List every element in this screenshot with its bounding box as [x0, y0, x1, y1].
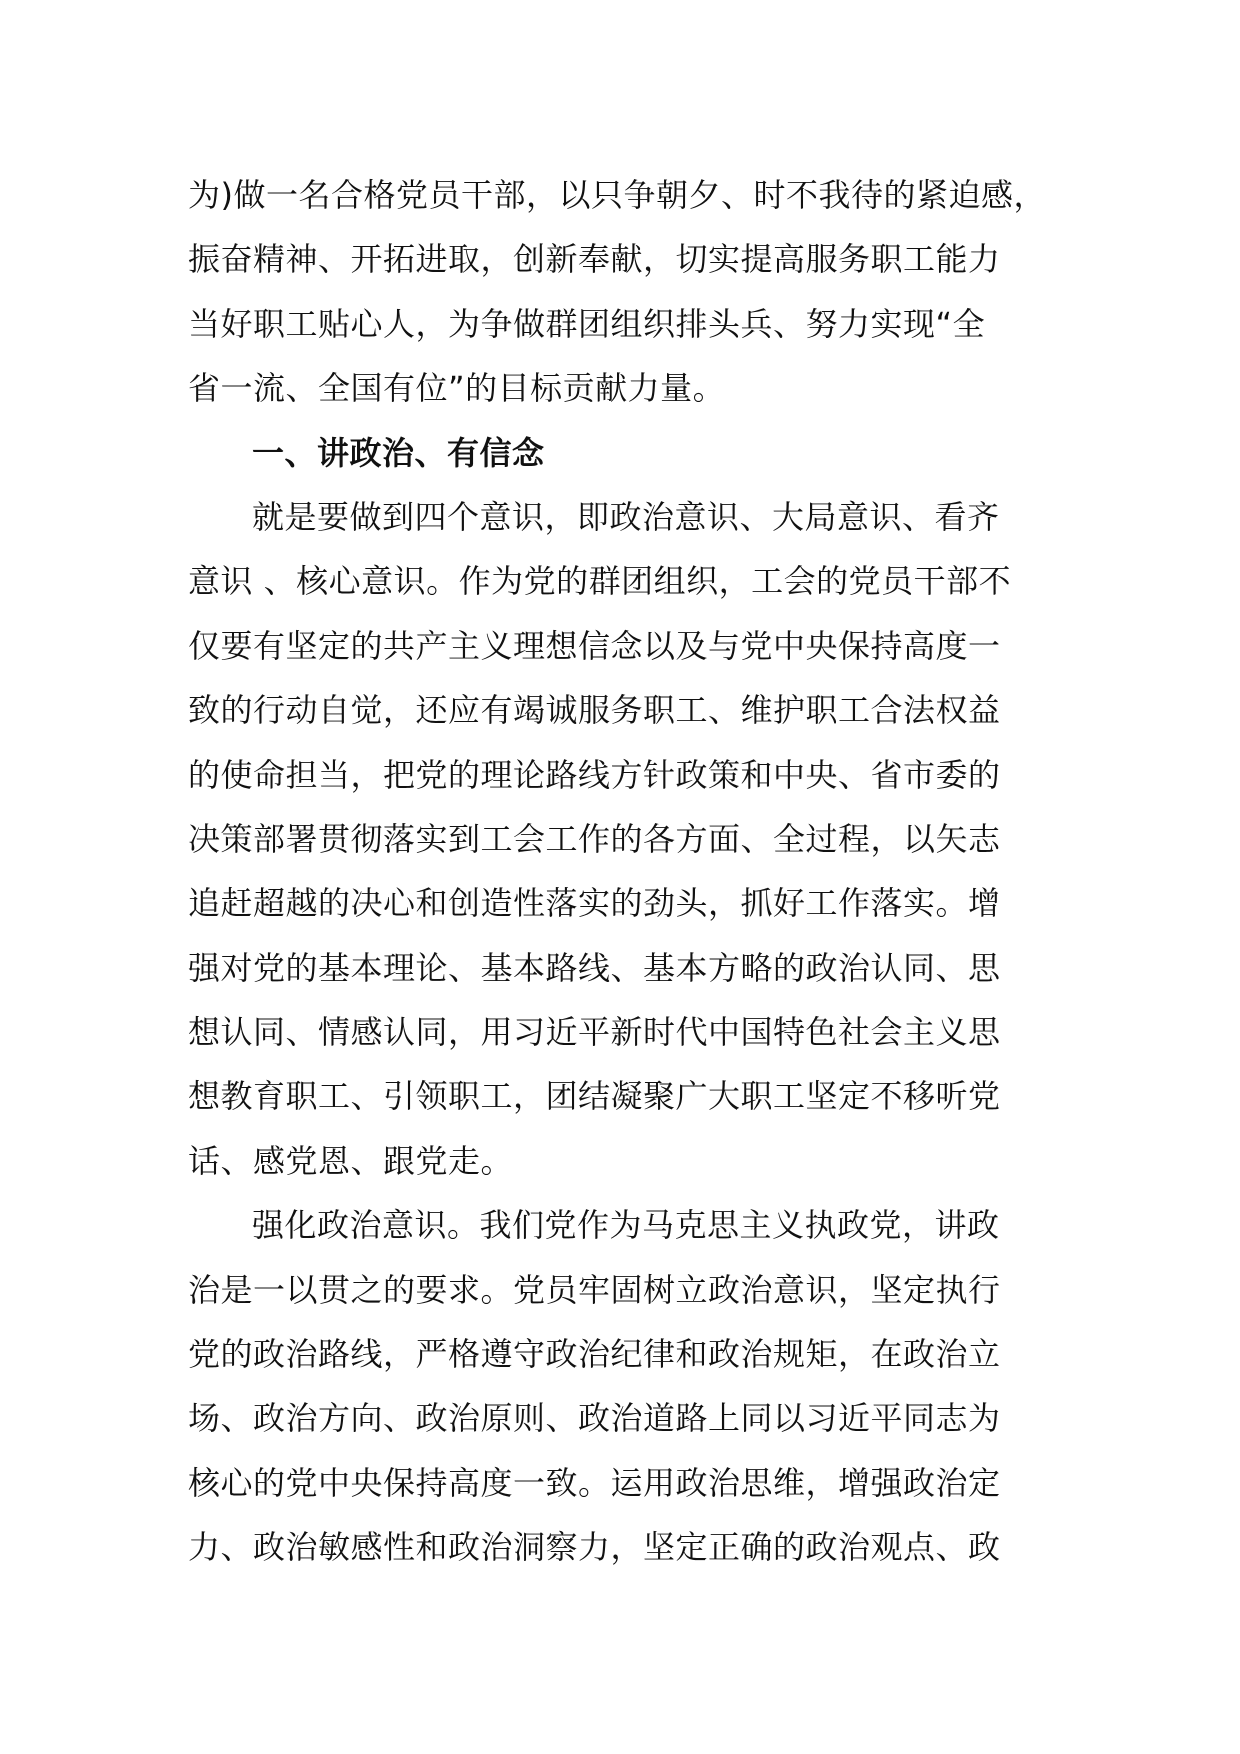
- text-line: 治是一以贯之的要求。党员牢固树立政治意识，坚定执行: [188, 1270, 1001, 1309]
- text-line: 意识 、核心意识。作为党的群团组织，工会的党员干部不: [188, 562, 1012, 601]
- text-line: 当好职工贴心人，为争做群团组织排头兵、努力实现“全: [188, 304, 986, 343]
- text-line: 振奋精神、开拓进取，创新奉献，切实提高服务职工能力: [188, 240, 1001, 279]
- text-line: 决策部署贯彻落实到工会工作的各方面、全过程，以矢志: [188, 819, 1001, 858]
- paragraph-first-line: 就是要做到四个意识，即政治意识、大局意识、看齐: [252, 497, 1000, 536]
- text-line: 省一流、全国有位”的目标贡献力量。: [188, 369, 726, 408]
- text-line: 的使命担当，把党的理论路线方针政策和中央、省市委的: [188, 755, 1001, 794]
- text-line: 致的行动自觉，还应有竭诚服务职工、维护职工合法权益: [188, 691, 1001, 730]
- text-line: 想教育职工、引领职工，团结凝聚广大职工坚定不移听党: [188, 1077, 1001, 1116]
- text-line: 场、政治方向、政治原则、政治道路上同以习近平同志为: [188, 1399, 1001, 1438]
- paragraph-first-line: 强化政治意识。我们党作为马克思主义执政党，讲政: [252, 1206, 1000, 1245]
- text-line: 强对党的基本理论、基本路线、基本方略的政治认同、思: [188, 948, 1001, 987]
- document-body: [188, 163, 1068, 1580]
- text-line: 核心的党中央保持高度一致。运用政治思维，增强政治定: [188, 1463, 1001, 1502]
- section-heading: 一、讲政治、有信念: [252, 433, 545, 472]
- text-line: 力、政治敏感性和政治洞察力，坚定正确的政治观点、政: [188, 1528, 1001, 1567]
- text-line: 想认同、情感认同，用习近平新时代中国特色社会主义思: [188, 1013, 1001, 1052]
- text-line: 党的政治路线，严格遵守政治纪律和政治规矩，在政治立: [188, 1335, 1001, 1374]
- text-line: 为)做一名合格党员干部，以只争朝夕、时不我待的紧迫感，: [188, 176, 1046, 214]
- text-line: 话、感党恩、跟党走。: [188, 1141, 514, 1180]
- text-line: 仅要有坚定的共产主义理想信念以及与党中央保持高度一: [188, 626, 1001, 665]
- text-line: 追赶超越的决心和创造性落实的劲头，抓好工作落实。增: [188, 884, 1001, 923]
